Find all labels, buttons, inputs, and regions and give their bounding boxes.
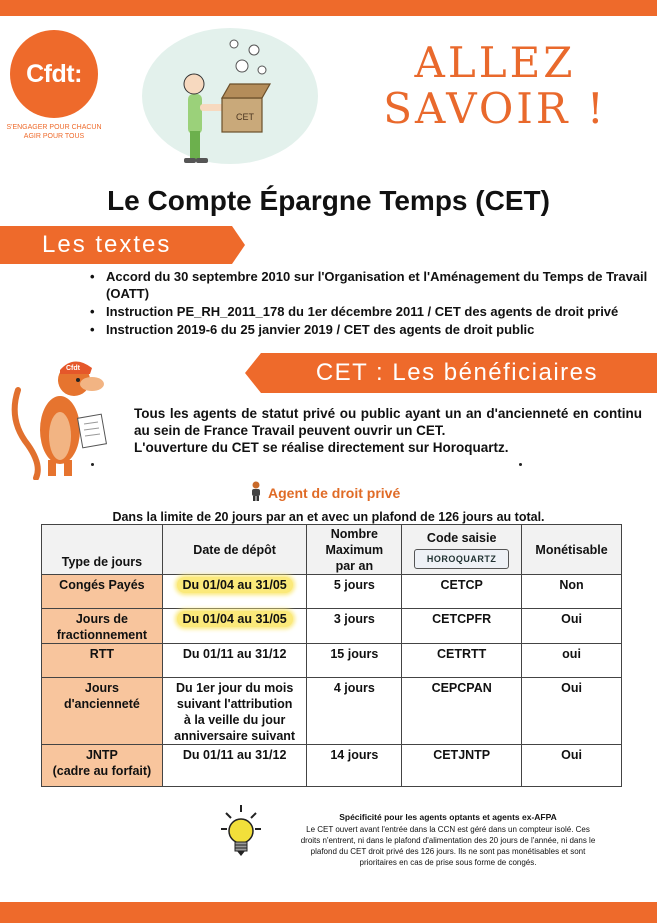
list-item: • Accord du 30 septembre 2010 sur l'Organisation et l'Aménagement du Temps de Travail (OATT): [88, 268, 648, 302]
bottom-bar: [0, 902, 657, 923]
cell-date: Du 01/11 au 31/12: [162, 745, 307, 787]
header-date: Date de dépôt: [162, 525, 307, 575]
cell-nombre: 3 jours: [307, 609, 402, 644]
cell-monet: Oui: [522, 609, 622, 644]
top-bar: [0, 0, 657, 16]
cell-date: [162, 609, 307, 644]
headline-line-1: ALLEZ: [414, 38, 576, 87]
header-code-label: Code saisie: [426, 531, 497, 545]
header-nombre-l1: Nombre: [330, 526, 378, 541]
logo-text: Cfdt:: [26, 59, 82, 88]
mascot-illustration: [8, 350, 126, 480]
slogan-line-2: AGIR POUR TOUS: [23, 133, 85, 140]
table-header-row: [42, 525, 622, 575]
decorative-dot: [91, 463, 94, 466]
cell-monet: Non: [522, 575, 622, 609]
cet-table: [41, 524, 622, 787]
slogan-line-1: S'ENGAGER POUR CHACUN: [6, 124, 102, 131]
table-row: [42, 745, 622, 787]
cell-type: [42, 745, 163, 787]
cfdt-logo: [10, 30, 98, 118]
cell-date-highlight: Du 01/04 au 31/05: [177, 577, 293, 593]
box-label: CET: [236, 112, 254, 122]
cell-code: CEPCPAN: [402, 678, 522, 745]
mascot-cap-text: Cfdt: [66, 365, 80, 372]
cell-type: [42, 609, 163, 644]
cell-type-l2: d'ancienneté: [63, 697, 140, 711]
cell-type-l2: (cadre au forfait): [52, 764, 152, 778]
cell-type-l1: Jours: [84, 681, 119, 695]
header-nombre-l2: Maximum: [325, 542, 384, 557]
headline: [350, 40, 640, 132]
cell-code: CETRTT: [402, 644, 522, 678]
cell-date-l2: suivant l'attribution: [176, 697, 293, 711]
table-row: [42, 678, 622, 745]
cell-nombre: 14 jours: [307, 745, 402, 787]
cell-date-l4: anniversaire suivant: [174, 729, 296, 743]
cell-date: [162, 575, 307, 609]
cell-date: [162, 678, 307, 745]
cell-code: CETCPFR: [402, 609, 522, 644]
cell-type-l1: Jours de: [75, 612, 128, 626]
list-item: • Instruction 2019-6 du 25 janvier 2019 / CET des agents de droit public: [88, 321, 648, 338]
textes-list: [88, 268, 648, 339]
limit-text: Dans la limite de 20 jours par an et avec un plafond de 126 jours au total.: [112, 510, 545, 524]
cell-type: [42, 678, 163, 745]
cell-type: Congés Payés: [42, 575, 163, 609]
beneficiaires-paragraph-2: L'ouverture du CET se réalise directement sur Horoquartz.: [134, 440, 509, 455]
cell-date-l1: Du 1er jour du mois: [175, 681, 294, 695]
table-row: [42, 575, 622, 609]
cell-type-l2: fractionnement: [56, 628, 148, 642]
cell-monet: Oui: [522, 678, 622, 745]
decorative-dot: [519, 463, 522, 466]
header-monet: Monétisable: [522, 525, 622, 575]
list-item: • Instruction PE_RH_2011_178 du 1er décembre 2011 / CET des agents de droit privé: [88, 303, 648, 320]
cell-date: Du 01/11 au 31/12: [162, 644, 307, 678]
beneficiaires-heading: CET : Les bénéficiaires: [315, 359, 598, 386]
note-title: Spécificité pour les agents optants et agents ex-AFPA: [339, 812, 557, 822]
cell-nombre: 4 jours: [307, 678, 402, 745]
header-type: Type de jours: [42, 525, 163, 575]
cell-date-l3: à la veille du jour: [183, 713, 286, 727]
cell-monet: oui: [522, 644, 622, 678]
header-nombre-l3: par an: [335, 558, 374, 573]
cell-type-l1: JNTP: [85, 748, 118, 762]
note-body: Le CET ouvert avant l'entrée dans la CCN est géré dans un compteur isolé. Ces droits n'entrent, ni dans le plafond d'alimentation des 20 jours de l'année, ni dans le plafond du CET droit privé des 126 jours. Ils ne sont pas monétisables et sont prioritaires en cas de prise sous forme de congés.: [300, 825, 596, 867]
header-nombre: [307, 525, 402, 575]
header-code: [402, 525, 522, 575]
page-title: Le Compte Épargne Temps (CET): [107, 185, 550, 216]
horoquartz-logo: HOROQUARTZ: [414, 549, 510, 569]
cell-date-highlight: Du 01/04 au 31/05: [177, 611, 293, 627]
note-block: [298, 812, 598, 868]
cell-type: RTT: [42, 644, 163, 678]
agent-title: Agent de droit privé: [268, 485, 401, 501]
cell-nombre: 5 jours: [307, 575, 402, 609]
cell-monet: Oui: [522, 745, 622, 787]
beneficiaires-text: [134, 405, 642, 456]
table-row: [42, 609, 622, 644]
cell-code: CETJNTP: [402, 745, 522, 787]
lightbulb-icon: [220, 803, 262, 863]
textes-heading: Les textes: [42, 231, 172, 258]
headline-line-2: SAVOIR !: [383, 84, 607, 133]
cell-nombre: 15 jours: [307, 644, 402, 678]
cell-code: CETCP: [402, 575, 522, 609]
savings-illustration: [130, 26, 320, 176]
agent-icon: [248, 481, 264, 501]
logo-slogan: [4, 123, 104, 141]
beneficiaires-paragraph-1: Tous les agents de statut privé ou public ayant un an d'ancienneté en continu au sein de France Travail peuvent ouvrir un CET.: [134, 406, 642, 438]
table-row: [42, 644, 622, 678]
